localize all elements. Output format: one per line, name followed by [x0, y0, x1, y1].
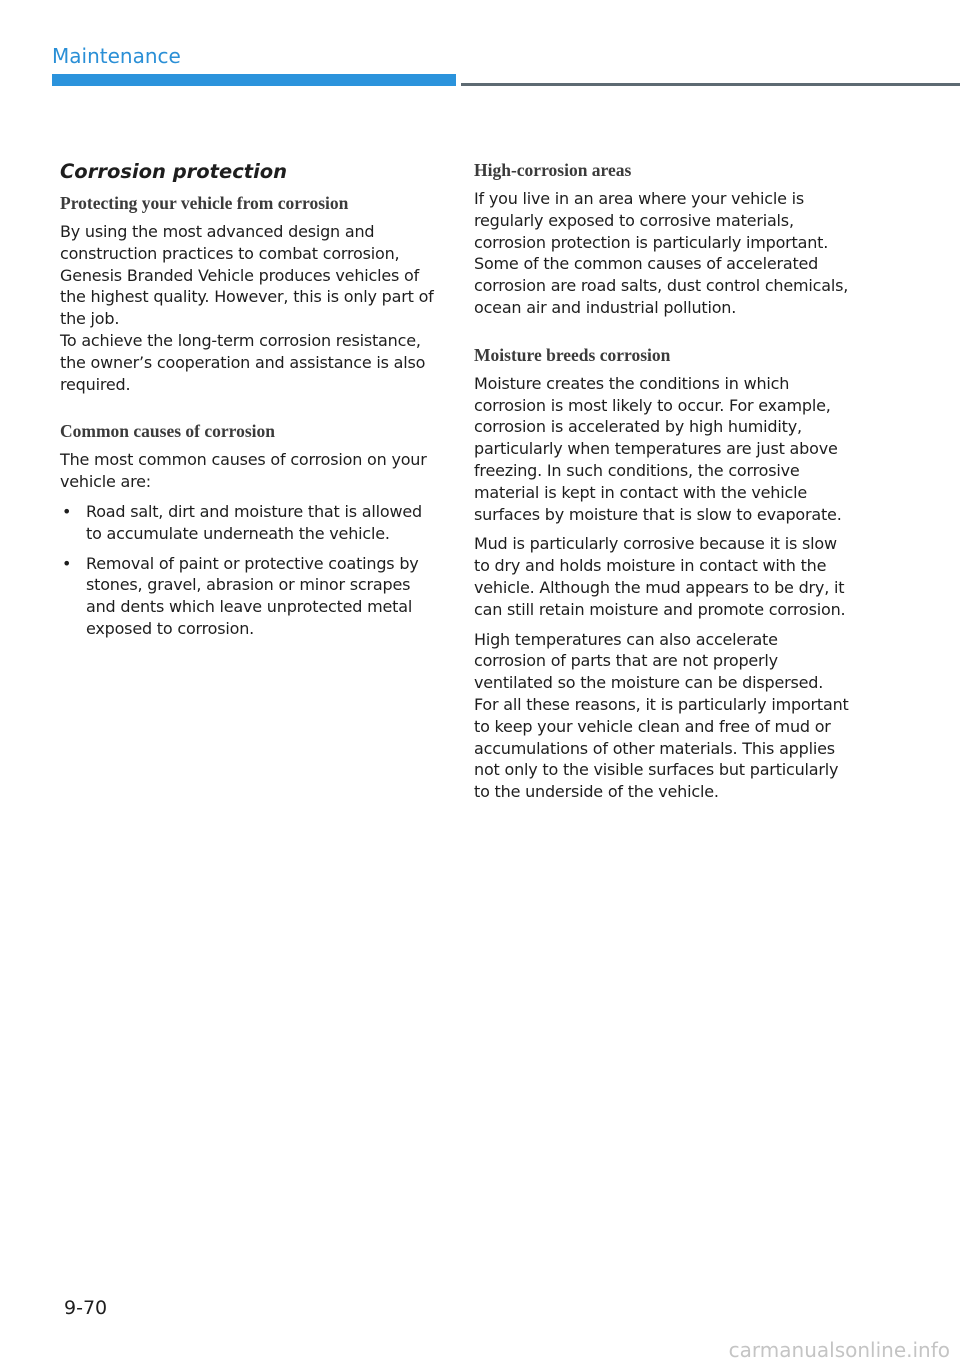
- subheading-common-causes: Common causes of corrosion: [60, 421, 276, 442]
- list-item: • Road salt, dirt and moisture that is allowed to accumulate underneath the vehicle.: [62, 501, 422, 543]
- paragraph: Moisture creates the conditions in which corrosion is most likely to occur. For example, corrosion is accelerated by high humidity, particularly when temperatures are just above freezing. In such conditions, the corrosive material is kept in contact with the vehicle surfaces by moisture that is slow to evaporate.: [474, 373, 842, 524]
- right-column: [474, 158, 849, 811]
- left-column: [60, 160, 435, 648]
- watermark: carmanualsonline.info: [728, 1338, 950, 1362]
- paragraph: The most common causes of corrosion on your vehicle are:: [60, 450, 427, 492]
- list-item: • Removal of paint or protective coatings by stones, gravel, abrasion or minor scrapes and dents which leave unprotected metal exposed to corrosion.: [62, 553, 419, 638]
- section-title: Corrosion protection: [60, 160, 288, 183]
- paragraph: If you live in an area where your vehicle is regularly exposed to corrosive materials, corrosion protection is particularly important. Some of the common causes of accelerated corrosion are road salts, dust control chemicals, ocean air and industrial pollution.: [474, 189, 849, 317]
- paragraph: Mud is particularly corrosive because it is slow to dry and holds moisture in contact with the vehicle. Although the mud appears to be dry, it can still retain moisture and promote corrosion.: [474, 534, 846, 619]
- subheading-protecting: Protecting your vehicle from corrosion: [60, 193, 349, 213]
- causes-list: [60, 501, 435, 640]
- paragraph: To achieve the long-term corrosion resistance, the owner’s cooperation and assistance is also required.: [60, 330, 426, 394]
- subheading-moisture: Moisture breeds corrosion: [474, 344, 671, 365]
- page-number: 9-70: [64, 1297, 108, 1319]
- paragraph: By using the most advanced design and construction practices to combat corrosion, Genesis Branded Vehicle produces vehicles of the highest quality. However, this is only part of the job.: [60, 222, 434, 329]
- bullet-icon: •: [62, 553, 72, 573]
- section-label: Maintenance: [52, 44, 181, 68]
- header-accent-rule: [52, 74, 456, 86]
- subheading-high-corrosion: High-corrosion areas: [474, 160, 632, 180]
- bullet-icon: •: [62, 501, 72, 521]
- header-divider-rule: [461, 83, 960, 86]
- paragraph: High temperatures can also accelerate corrosion of parts that are not properly ventilated so the moisture can be dispersed. For all these reasons, it is particularly important to keep your vehicle clean and free of mud or accumulations of other materials. This applies not only to the visible surfaces but particularly to the underside of the vehicle.: [474, 629, 849, 802]
